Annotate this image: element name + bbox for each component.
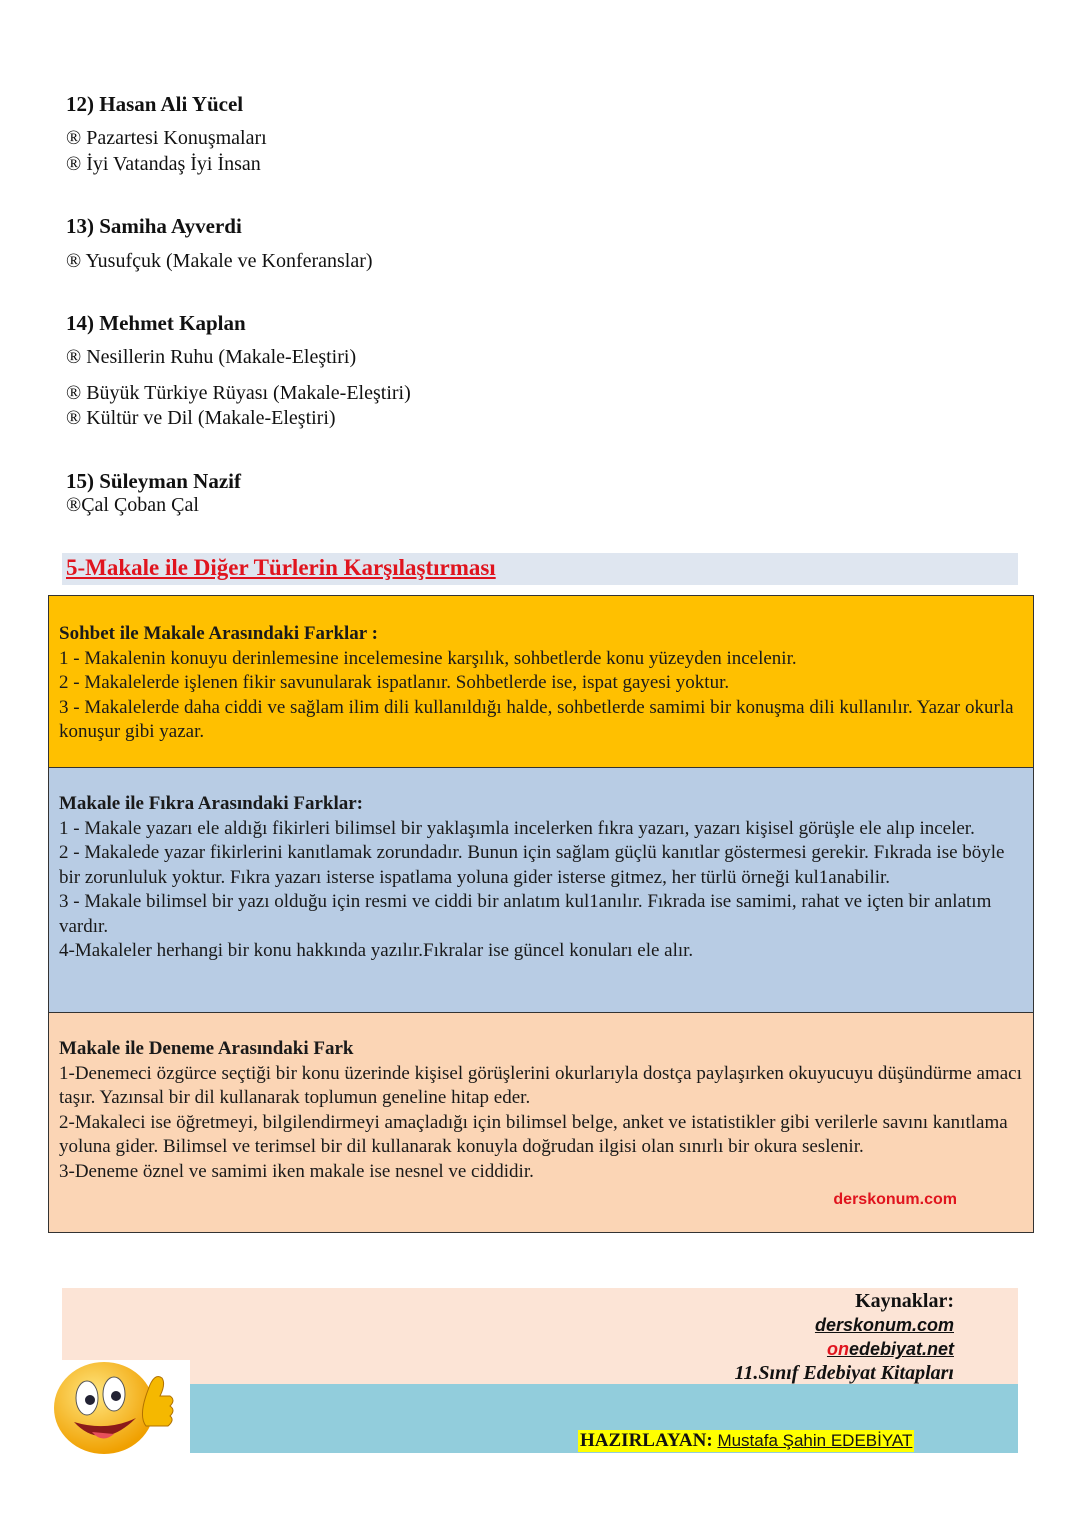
box-heading: Makale ile Fıkra Arasındaki Farklar: bbox=[59, 793, 363, 814]
box-line: 1 - Makale yazarı ele aldığı fikirleri bilimsel bir yaklaşımla incelerken fıkra yazarı, yazarı kişisel görüşle ele alıp inceler. bbox=[59, 817, 975, 839]
work-item: ®Çal Çoban Çal bbox=[66, 494, 199, 516]
work-item: ® Nesillerin Ruhu (Makale-Eleştiri) bbox=[66, 346, 357, 368]
work-item: ® Yusufçuk (Makale ve Konferanslar) bbox=[66, 250, 373, 272]
source-rest: edebiyat.net bbox=[848, 1339, 954, 1359]
box-line: 1 - Makalenin konuyu derinlemesine incelemesine karşılık, sohbetlerde konu yüzeyden incelenir. bbox=[59, 647, 797, 669]
box-line: 2-Makaleci ise öğretmeyi, bilgilendirmeyi amaçladığı için bilimsel belge, anket ve istatistikler gibi verilerle savını kanıtlama yoluna gider. Bilimsel ve terimsel bir dil kullanarak konuyla doğrudan ilgisi olan sınırlı bir okura seslenir. bbox=[59, 1111, 1008, 1157]
author-heading: 12) Hasan Ali Yücel bbox=[66, 92, 244, 116]
work-item: ® Pazartesi Konuşmaları bbox=[66, 127, 267, 149]
box-line: 2 - Makalede yazar fikirlerini kanıtlamak zorundadır. Bunun için sağlam güçlü kanıtlar göstermesi gerekir. Fıkrada ise böyle bir zorunluluk yoktur. Fıkra yazarı isterse ispatlama yoluna gider isterse gitmez, her türlü örneği kul1anabilir. bbox=[59, 842, 1005, 888]
prepared-by bbox=[578, 1430, 914, 1452]
box-line: 2 - Makalelerde işlenen fikir savunularak ispatlanır. Sohbetlerde ise, ispat gayesi yoktur. bbox=[59, 672, 730, 693]
box-line: 3 - Makalelerde daha ciddi ve sağlam ilim dili kullanıldığı halde, sohbetlerde samimi bir konuşma dili kullanılır. Yazar okurla konuşur gibi yazar. bbox=[59, 696, 1014, 742]
source-link-onedebiyat[interactable] bbox=[827, 1339, 954, 1360]
author-heading: 14) Mehmet Kaplan bbox=[66, 311, 246, 335]
work-item: ® Kültür ve Dil (Makale-Eleştiri) bbox=[66, 407, 336, 429]
prepared-label: HAZIRLAYAN: bbox=[580, 1430, 713, 1451]
box-heading: Sohbet ile Makale Arasındaki Farklar : bbox=[59, 623, 378, 644]
comparison-box-sohbet bbox=[48, 595, 1034, 768]
source-prefix: on bbox=[826, 1339, 849, 1359]
watermark: derskonum.com bbox=[833, 1190, 957, 1208]
prepared-name[interactable]: Mustafa Şahin EDEBİYAT bbox=[717, 1431, 913, 1450]
thumbs-up-emoji-icon bbox=[52, 1360, 190, 1456]
work-item: ® Büyük Türkiye Rüyası (Makale-Eleştiri) bbox=[66, 382, 411, 404]
box-heading: Makale ile Deneme Arasındaki Fark bbox=[59, 1038, 354, 1059]
box-line: 1-Denemeci özgürce seçtiği bir konu üzerinde kişisel görüşlerini okurlarıyla dostça paylaşırken okuyucuyu düşündürme amacı taşır. Yazınsal bir dil kullanarak toplumun geneline hitap eder. bbox=[59, 1062, 1022, 1108]
box-line: 3-Deneme öznel ve samimi iken makale ise nesnel ve ciddidir. bbox=[59, 1160, 534, 1182]
sources-label: Kaynaklar: bbox=[855, 1290, 954, 1312]
box-line: 3 - Makale bilimsel bir yazı olduğu için resmi ve ciddi bir anlatım kul1anılır. Fıkrada ise samimi, rahat ve içten bir anlatım vardır. bbox=[59, 891, 992, 937]
sources-panel bbox=[62, 1288, 1018, 1384]
author-heading: 15) Süleyman Nazif bbox=[66, 469, 241, 493]
comparison-box-deneme bbox=[48, 1012, 1034, 1233]
work-item: ® İyi Vatandaş İyi İnsan bbox=[66, 153, 261, 175]
section-title: 5-Makale ile Diğer Türlerin Karşılaştırması bbox=[66, 555, 496, 580]
comparison-box-fikra bbox=[48, 767, 1034, 1013]
box-line: 4-Makaleler herhangi bir konu hakkında yazılır.Fıkralar ise güncel konuları ele alır. bbox=[59, 940, 694, 961]
source-books: 11.Sınıf Edebiyat Kitapları bbox=[734, 1362, 954, 1384]
author-heading: 13) Samiha Ayverdi bbox=[66, 214, 242, 238]
section-header bbox=[62, 553, 1018, 585]
source-link-derskonum[interactable]: derskonum.com bbox=[814, 1315, 954, 1335]
